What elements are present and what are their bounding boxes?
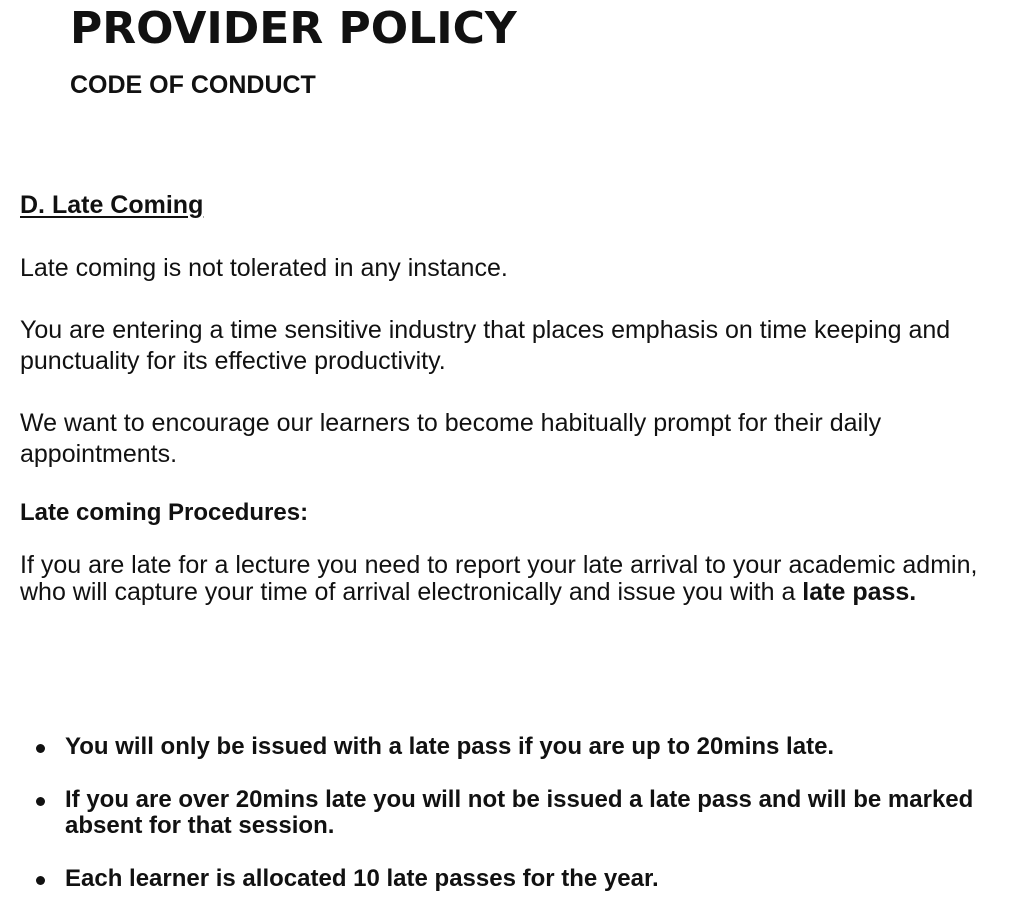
procedures-list [30,734,1005,892]
list-item-text: You will only be issued with a late pass if you are up to 20mins late. [65,733,835,760]
procedures-text: If you are late for a lecture you need to report your late arrival to your academic admin, who will capture your time of arrival electronically and issue you with a [20,551,978,606]
list-item-text: Each learner is allocated 10 late passes for the year. [65,865,659,892]
section-heading: D. Late Coming [20,191,204,219]
bullet-icon [36,744,45,753]
bullet-icon [36,797,45,806]
bullet-icon [36,876,45,885]
procedures-paragraph [20,552,995,606]
paragraph-encourage-learners: We want to encourage our learners to become habitually prompt for their daily appointments. [20,409,882,468]
page-title: PROVIDER POLICY [70,3,517,54]
page-subtitle: CODE OF CONDUCT [70,71,316,99]
late-pass-emphasis: late pass. [802,578,917,606]
procedures-heading: Late coming Procedures: [20,499,309,526]
list-item [30,734,1005,760]
paragraph-time-sensitive: You are entering a time sensitive industry that places emphasis on time keeping and punctuality for its effective productivity. [20,316,951,375]
paragraph-not-tolerated: Late coming is not tolerated in any instance. [20,254,508,282]
list-item-text: If you are over 20mins late you will not be issued a late pass and will be marked absent for that session. [65,786,974,839]
list-item [30,787,1005,839]
list-item [30,866,1005,892]
